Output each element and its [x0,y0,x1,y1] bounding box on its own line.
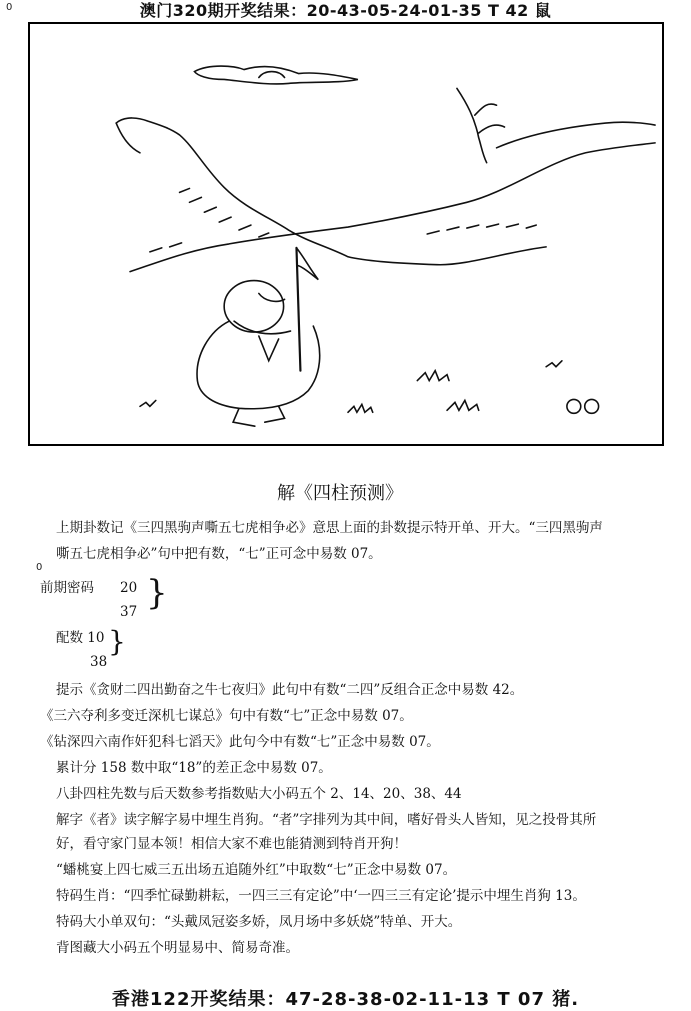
illustration [28,22,664,446]
hint-line-9: 特码生肖：“四季忙碌勤耕耘，一四三三有定论”中‘一四三三有定论’提示中埋生肖狗 13。 [56,888,586,904]
prev-code-number-2: 37 [120,604,138,620]
hint-line-4: 累计分 158 数中取“18”的差正念中易数 07。 [56,760,332,776]
pair-label: 配数 10 [56,630,105,646]
corner-mark: 0 [6,2,13,13]
hint-line-10: 特码大小单双句：“头戴凤冠姿多娇，凤月场中多妖娆”特单、开大。 [56,914,462,930]
hint-line-8: “蟠桃宴上四七威三五出场五追随外红”中取数“七”正念中易数 07。 [56,862,457,878]
hint-line-7: 好，看守家门显本领！相信大家不难也能猜测到特肖开狗！ [56,836,407,852]
hint-line-2: 《三六夺利多变迁深机七谋总》句中有数“七”正念中易数 07。 [40,708,413,724]
illustration-scene [30,24,662,444]
hint-line-3: 《钻深四六南作奸犯科七滔天》此句今中有数“七”正念中易数 07。 [40,734,440,750]
hint-line-11: 背图藏大小码五个明显易中、简易奇准。 [56,940,299,956]
hint-line-1: 提示《贪财二四出勤奋之牛七夜归》此句中有数“二四”反组合正念中易数 42。 [56,682,524,698]
paragraph-line-1: 上期卦数记《三四黑驹声嘶五七虎相争必》意思上面的卦数提示特开单、开大。“三四黑驹声 [56,520,603,536]
hint-line-6: 解字《者》读字解字易中埋生肖狗。“者”字排列为其中间，嗜好骨头人皆知，见之投骨其所 [56,812,597,828]
pair-brace: } [108,625,126,658]
margin-mark: 0 [36,562,43,573]
section-title: 解《四柱预测》 [277,483,403,504]
hint-line-5: 八卦四柱先数与后天数参考指数贴大小码五个 2、14、20、38、44 [56,786,462,802]
prev-code-brace: } [146,573,168,613]
footer-result: 香港122开奖结果：47-28-38-02-11-13 T 07 猪. [111,989,580,1010]
prev-code-label: 前期密码 [40,580,94,596]
header-result: 澳门320期开奖结果：20-43-05-24-01-35 T 42 鼠 [139,1,552,20]
cloud-shape [194,66,357,84]
paragraph-line-2: 嘶五七虎相争必”句中把有数，“七”正可念中易数 07。 [56,546,382,562]
prev-code-number-1: 20 [120,580,138,596]
pair-number-2: 38 [90,654,108,670]
